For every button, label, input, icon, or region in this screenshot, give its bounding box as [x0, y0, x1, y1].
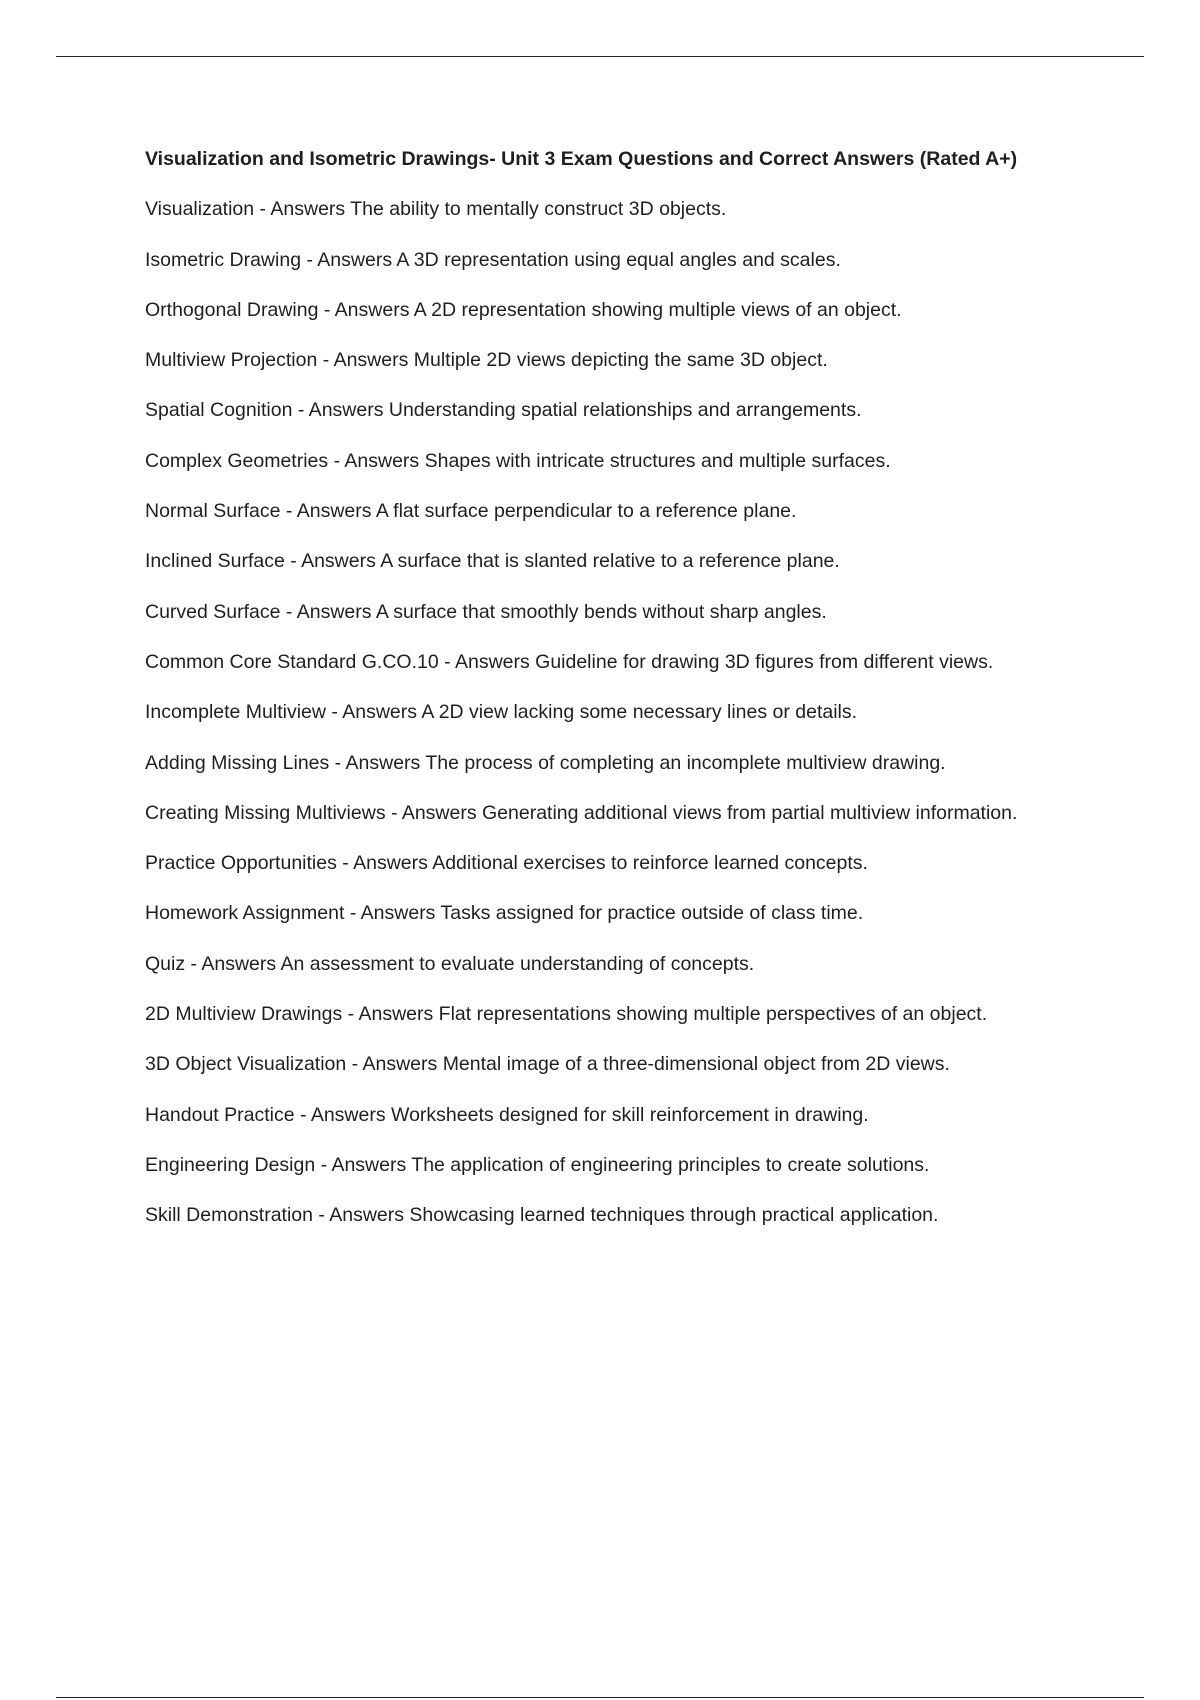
qa-item: Adding Missing Lines - Answers The process of completing an incomplete multiview drawing. — [145, 751, 946, 774]
qa-item: Spatial Cognition - Answers Understanding spatial relationships and arrangements. — [145, 399, 862, 422]
document-body — [145, 147, 1105, 1227]
qa-item: Incomplete Multiview - Answers A 2D view lacking some necessary lines or details. — [145, 701, 858, 724]
qa-list — [145, 171, 1105, 1227]
qa-item: Creating Missing Multiviews - Answers Generating additional views from partial multiview information. — [145, 801, 1018, 824]
qa-item: 2D Multiview Drawings - Answers Flat representations showing multiple perspectives of an object. — [145, 1003, 988, 1026]
qa-item: Curved Surface - Answers A surface that smoothly bends without sharp angles. — [145, 600, 827, 623]
document-title: Visualization and Isometric Drawings- Unit 3 Exam Questions and Correct Answers (Rated A+) — [145, 148, 1018, 170]
header-divider — [56, 56, 1144, 57]
qa-item: Orthogonal Drawing - Answers A 2D representation showing multiple views of an object. — [145, 298, 902, 321]
qa-item: Visualization - Answers The ability to mentally construct 3D objects. — [145, 198, 727, 221]
qa-item: Inclined Surface - Answers A surface that is slanted relative to a reference plane. — [145, 550, 840, 573]
qa-item: Practice Opportunities - Answers Additional exercises to reinforce learned concepts. — [145, 852, 868, 875]
qa-item: Normal Surface - Answers A flat surface perpendicular to a reference plane. — [145, 500, 797, 523]
qa-item: Common Core Standard G.CO.10 - Answers Guideline for drawing 3D figures from different views. — [145, 650, 994, 673]
qa-item: Multiview Projection - Answers Multiple 2D views depicting the same 3D object. — [145, 349, 828, 372]
qa-item: 3D Object Visualization - Answers Mental image of a three-dimensional object from 2D views. — [145, 1053, 950, 1076]
qa-item: Handout Practice - Answers Worksheets designed for skill reinforcement in drawing. — [145, 1103, 869, 1126]
footer-divider — [56, 1697, 1144, 1698]
qa-item: Complex Geometries - Answers Shapes with intricate structures and multiple surfaces. — [145, 449, 891, 472]
qa-item: Homework Assignment - Answers Tasks assigned for practice outside of class time. — [145, 902, 864, 925]
qa-item: Quiz - Answers An assessment to evaluate understanding of concepts. — [145, 952, 755, 975]
qa-item: Engineering Design - Answers The application of engineering principles to create solutions. — [145, 1153, 930, 1176]
qa-item: Isometric Drawing - Answers A 3D representation using equal angles and scales. — [145, 248, 841, 271]
qa-item: Skill Demonstration - Answers Showcasing learned techniques through practical application. — [145, 1204, 939, 1227]
